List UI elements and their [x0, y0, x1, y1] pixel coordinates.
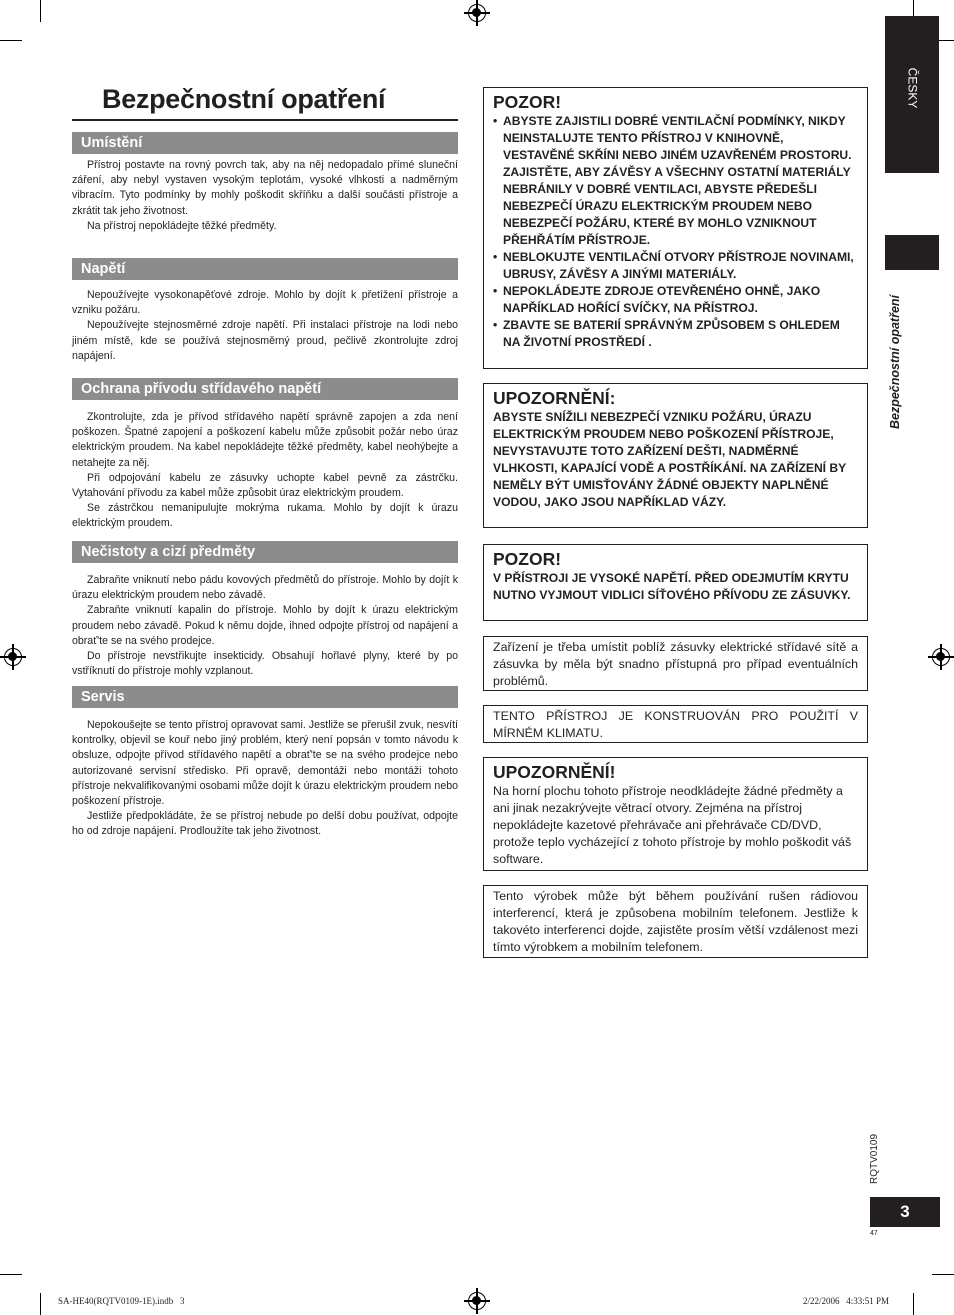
paragraph: Jestliže předpokládáte, že se přístroj nebude po delší dobu používat, odpojte ho od zdroje napájení. Prodloužíte tak jeho životnost. [72, 810, 458, 838]
title-rule [72, 119, 458, 121]
notice-box-outlet [483, 636, 868, 691]
registration-mark-icon [932, 648, 950, 666]
paragraph: Se zástrčkou nemanipulujte mokrýma rukama. Mohlo by dojít k úrazu elektrickým proudem. [72, 502, 458, 530]
section-heading: Servis [72, 686, 458, 708]
crop-mark [40, 0, 41, 22]
paragraph: Nepoužívejte vysokonapěťové zdroje. Mohlo by dojít k přetížení přístroje a vzniku požáru. [72, 289, 458, 317]
paragraph: Při odpojování kabelu ze zásuvky uchopte kabel pevně za zástrčku. Vytahování přívodu za kabel může způsobit úraz elektrickým proudem. [72, 471, 458, 500]
box-heading: POZOR! [493, 549, 562, 569]
section-servis [72, 686, 458, 840]
list-item: • NEBLOKUJTE VENTILAČNÍ OTVORY PŘÍSTROJE NOVINAMI, UBRUSY, ZÁVĚSY A JINÝMI MATERIÁLY. [493, 249, 858, 283]
warning-box-pozor [483, 87, 868, 369]
paragraph: Zabraňte vniknutí kapalin do přístroje. Mohlo by dojít k úrazu elektrickým proudem nebo závadě. Pokud k němu dojde, ihned odpojte přístroj od napájení a obrať'te se na svého prodejce. [72, 604, 458, 647]
notice-box-climate [483, 705, 868, 743]
crop-mark [40, 1293, 41, 1315]
crop-mark [932, 1274, 954, 1275]
page-number: 3 [870, 1197, 940, 1227]
list-item: • ABYSTE ZAJISTILI DOBRÉ VENTILAČNÍ PODMÍNKY, NIKDY NEINSTALUJTE TENTO PŘÍSTROJ V KNIHOVNĚ, VESTAVĚNÉ SKŘÍNI NEBO JINÉM UZAVŘENÉM PROSTORU. ZAJISTĚTE, ABY ZÁVĚSY A VŠECHNY OSTATNÍ MATERIÁLY NEBRÁNILY V DOBRÉ VENTILACI, ABYSTE PŘEDEŠLI NEBEZPEČÍ ÚRAZU ELEKTRICKÝM PROUDEM NEBO NEBEZPEČÍ POŽÁRU, KTERÉ BY MOHLO VZNIKNOUT PŘEHŘÁTÍM PŘÍSTROJE. [493, 113, 858, 249]
box-text: V PŘÍSTROJI JE VYSOKÉ NAPĚTÍ. PŘED ODEJMUTÍM KRYTU NUTNO VYJMOUT VIDLICI SÍŤOVÉHO PŘÍVODU ZE ZÁSUVKY. [493, 571, 851, 602]
box-text: Tento výrobek může být během používání rušen rádiovou interferencí, která je způsobena mobilním telefonem. Jestliže k takovéto interferenci dojde, zajistěte prosím větší vzdálenost mezi tímto výrobkem a mobilním telefonem. [493, 889, 858, 954]
section-necistoty [72, 541, 458, 686]
footer-file: SA-HE40(RQTV0109-1E).indb 3 [58, 1296, 185, 1306]
paragraph: Zabraňte vniknutí nebo pádu kovových předmětů do přístroje. Mohlo by dojít k úrazu elektrickým proudem nebo závadě. [72, 574, 458, 602]
small-page-number: 47 [870, 1230, 878, 1237]
section-heading: Nečistoty a cizí předměty [72, 541, 458, 563]
box-text: Zařízení je třeba umístit poblíž zásuvky elektrické střídavé sítě a zásuvka by měla být snadno přístupná pro případ eventuálních problémů. [493, 640, 858, 688]
warning-box-ventilation [483, 757, 868, 871]
paragraph: Do přístroje nevstřikujte insekticidy. Obsahují hořlavé plyny, které by po vstříknutí do přístroje mohly vzplanout. [72, 650, 458, 678]
language-label: ČESKY [905, 67, 919, 109]
section-side-label: Bezpečnostní opatření [888, 294, 902, 430]
paragraph: Nepoužívejte stejnosměrné zdroje napětí. Při instalaci přístroje na lodi nebo jiném místě, kde se používá stejnosměrný proud, pečlivě zkontrolujte zdroj napájení. [72, 319, 458, 362]
box-text: TENTO PŘÍSTROJ JE KONSTRUOVÁN PRO POUŽITÍ V MÍRNÉM KLIMATU. [493, 709, 858, 740]
page-title: Bezpečnostní opatření [102, 84, 386, 114]
crop-mark [913, 1293, 914, 1315]
box-heading: UPOZORNĚNÍ: [493, 388, 616, 408]
notice-box-interference [483, 885, 868, 958]
section-umisteni [72, 132, 458, 258]
box-heading: UPOZORNĚNÍ! [493, 762, 616, 782]
registration-mark-icon [468, 1292, 486, 1310]
section-heading: Napětí [72, 258, 458, 280]
document-code: RQTV0109 [869, 1133, 880, 1185]
left-column [72, 132, 458, 840]
box-text: ABYSTE SNÍŽILI NEBEZPEČÍ VZNIKU POŽÁRU, ÚRAZU ELEKTRICKÝM PROUDEM NEBO POŠKOZENÍ PŘÍSTROJE, NEVYSTAVUJTE TOTO ZAŘÍZENÍ DEŠTI, NADMĚRNÉ VLHKOSTI, KAPAJÍCÍ VODĚ A POSTŘÍKÁNÍ. NA ZAŘÍZENÍ BY NEMĚLY BÝT UMISŤOVÁNY ŽÁDNÉ OBJEKTY NAPLNĚNÉ VODOU, JAKO JSOU NAPŘÍKLAD VÁZY. [493, 410, 846, 509]
section-napeti [72, 258, 458, 378]
crop-mark [0, 40, 22, 41]
paragraph: Nepokoušejte se tento přístroj opravovat sami. Jestliže se přerušil zvuk, nesvítí kontrolky, objevil se kouř nebo jiný problém, který není popsán v tomto návodu k obsluze, odpojte přívod střídavého napětí a obrať'te se na svého prodejce nebo autorizované servisní středisko. Při opravě, demontáži nebo montáži tohoto přístroje nekvalifikovanými osobami může dojít k úrazu elektrickým proudem nebo poškození přístroje. [72, 719, 458, 808]
paragraph: Přístroj postavte na rovný povrch tak, aby na něj nedopadalo přímé sluneční záření, aby nebyl vystaven vysokým teplotám, vysoké vlhkosti a nadměrným vibracím. Tyto podmínky by mohly poškodit skříňku a další součásti přístroje a zkrátit tak jeho životnost. [72, 159, 458, 217]
box-text: Na horní plochu tohoto přístroje neodkládejte žádné předměty a ani jinak nezakrývejte větrací otvory. Zejména na přístroj nepokládejte kazetové přehrávače ani přehrávače CD/DVD, protože teplo vycházející z tohoto přístroje by mohlo poškodit váš software. [493, 784, 852, 866]
list-item: • NEPOKLÁDEJTE ZDROJE OTEVŘENÉHO OHNĚ, JAKO NAPŘÍKLAD HOŘÍCÍ SVÍČKY, NA PŘÍSTROJ. [493, 283, 858, 317]
footer-timestamp: 2/22/2006 4:33:51 PM [803, 1296, 890, 1306]
crop-mark [0, 1274, 22, 1275]
paragraph: Zkontrolujte, zda je přívod střídavého napětí správně zapojen a zda není poškozen. Špatné zapojení a poškození kabelu může způsobit požár nebo úraz elektrickým proudem. Na kabel nepokládejte těžké předměty, kabel neohýbejte a netahejte za něj. [72, 411, 458, 469]
registration-mark-icon [468, 4, 486, 22]
registration-mark-icon [4, 648, 22, 666]
section-heading: Ochrana přívodu střídavého napětí [72, 378, 458, 400]
warning-box-upozorneni [483, 383, 868, 528]
section-ochrana-privodu [72, 378, 458, 541]
list-item: • ZBAVTE SE BATERIÍ SPRÁVNÝM ZPŮSOBEM S OHLEDEM NA ŽIVOTNÍ PROSTŘEDÍ . [493, 317, 858, 351]
warning-box-high-voltage [483, 544, 868, 621]
paragraph: Na přístroj nepokládejte těžké předměty. [87, 219, 277, 232]
section-heading: Umístění [72, 132, 458, 154]
box-heading: POZOR! [493, 92, 562, 112]
